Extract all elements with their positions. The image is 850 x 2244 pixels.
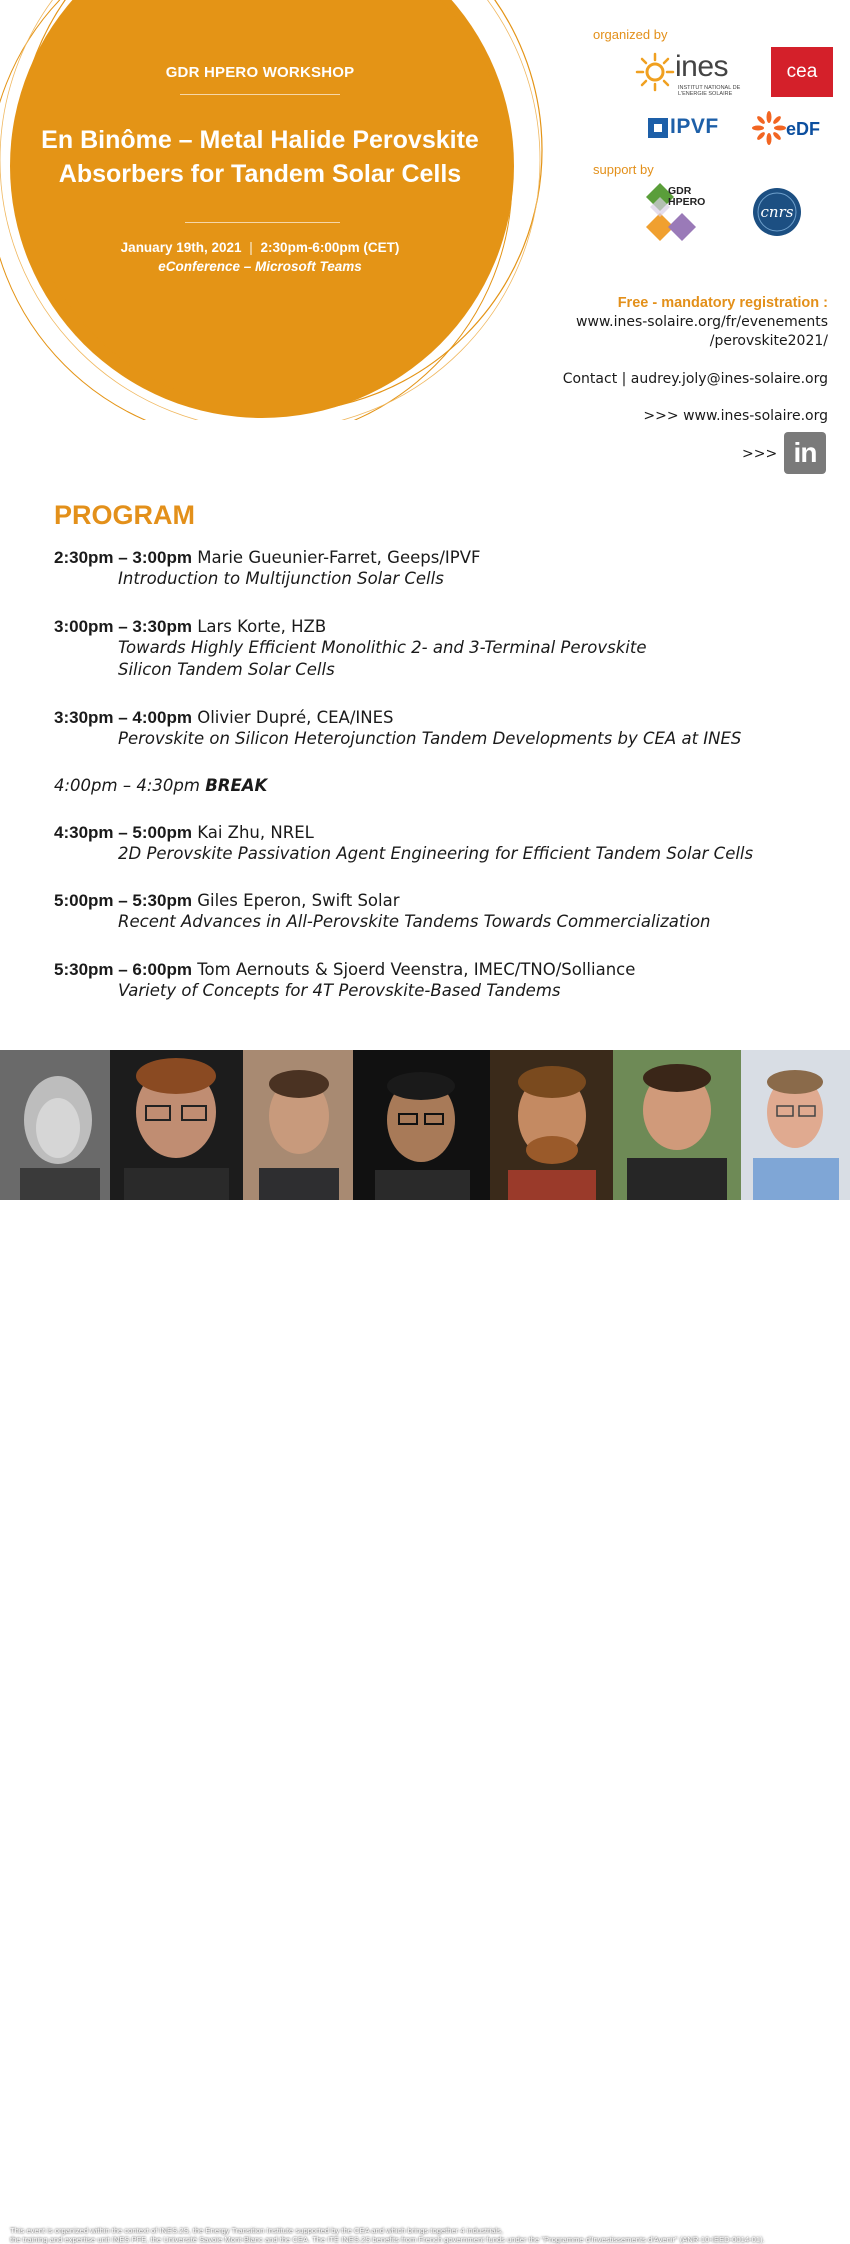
event-venue: eConference – Microsoft Teams — [158, 259, 362, 274]
divider — [185, 222, 340, 223]
program-session — [54, 708, 834, 750]
date-separator: | — [249, 240, 253, 255]
support-by-label: support by — [593, 162, 654, 177]
edf-flame-icon — [752, 111, 786, 145]
speaker-photo — [490, 1050, 613, 1200]
speaker-photo — [0, 1050, 110, 1200]
session-talk-title: Recent Advances in All-Perovskite Tandems Towards Commercialization — [118, 912, 711, 931]
ines-wordmark: ines — [675, 50, 729, 83]
session-time: 5:00pm – 5:30pm — [54, 891, 192, 910]
gdr-hpero-logo — [646, 183, 724, 243]
workshop-label: GDR HPERO WORKSHOP — [165, 64, 355, 81]
session-time: 3:00pm – 3:30pm — [54, 617, 192, 636]
ines-subtitle: INSTITUT NATIONAL DE L'ENERGIE SOLAIRE — [678, 85, 741, 97]
ipvf-square-icon — [648, 118, 668, 138]
hero-circle-graphic — [0, 0, 560, 420]
session-speaker: Giles Eperon, Swift Solar — [197, 891, 400, 910]
linkedin-icon[interactable]: in — [784, 432, 826, 474]
session-speaker: Lars Korte, HZB — [197, 617, 327, 636]
ines-logo — [635, 50, 763, 96]
session-talk-title: Variety of Concepts for 4T Perovskite-Based Tandems — [118, 981, 561, 1000]
gdr-wordmark — [668, 186, 705, 208]
session-time: 5:30pm – 6:00pm — [54, 960, 192, 979]
registration-label: Free - mandatory registration : — [617, 295, 828, 311]
session-talk-title: 2D Perovskite Passivation Agent Engineering for Efficient Tandem Solar Cells — [118, 844, 754, 863]
registration-link-line-1[interactable]: www.ines-solaire.org/fr/evenements — [576, 314, 828, 330]
cnrs-circle-icon — [752, 187, 802, 237]
event-date-time — [0, 240, 520, 255]
ipvf-logo — [648, 113, 740, 143]
session-speaker: Olivier Dupré, CEA/INES — [197, 708, 394, 727]
edf-wordmark: eDF — [786, 119, 821, 139]
session-speaker: Marie Gueunier-Farret, Geeps/IPVF — [197, 548, 481, 567]
session-time: 4:30pm – 5:00pm — [54, 823, 192, 842]
website-link[interactable]: >>> www.ines-solaire.org — [643, 408, 828, 424]
speaker-photo — [741, 1050, 850, 1200]
session-time: 3:30pm – 4:00pm — [54, 708, 192, 727]
session-time: 2:30pm – 3:00pm — [54, 548, 192, 567]
divider — [180, 94, 340, 95]
footer-note-line-2: the training and expertise unit INES PFE, the Université Savoie Mont-Blanc and the CEA. The ITE INES.2S benefits from French government funds under the "Programme d'Investissements d'Avenir" (ANR-10-IEED-0014-01). — [10, 2235, 765, 2244]
cnrs-logo — [752, 187, 802, 237]
program-heading: PROGRAM — [54, 500, 195, 530]
ipvf-wordmark: IPVF — [670, 115, 719, 138]
session-speaker: Kai Zhu, NREL — [197, 823, 314, 842]
break-label: BREAK — [205, 776, 268, 795]
edf-logo — [752, 111, 838, 145]
gdr-word-line-1: GDR — [668, 185, 692, 197]
event-time: 2:30pm-6:00pm (CET) — [260, 240, 400, 255]
speaker-photo — [353, 1050, 490, 1200]
organized-by-label: organized by — [593, 27, 668, 42]
contact-email[interactable]: Contact | audrey.joly@ines-solaire.org — [562, 371, 828, 387]
program-session — [54, 823, 834, 865]
program-session — [54, 548, 834, 590]
cea-wordmark: cea — [786, 61, 818, 82]
session-talk-title: Towards Highly Efficient Monolithic 2- and 3-Terminal Perovskite — [118, 638, 647, 657]
speaker-photos-strip — [0, 1050, 850, 2244]
registration-link-line-2[interactable]: /perovskite2021/ — [709, 333, 828, 349]
program-session — [54, 960, 834, 1002]
session-talk-title-cont: Silicon Tandem Solar Cells — [118, 660, 335, 679]
session-talk-title: Perovskite on Silicon Heterojunction Tandem Developments by CEA at INES — [118, 729, 742, 748]
cea-logo — [771, 47, 833, 97]
event-date: January 19th, 2021 — [120, 240, 242, 255]
session-speaker: Tom Aernouts & Sjoerd Veenstra, IMEC/TNO/Solliance — [197, 960, 636, 979]
hero-banner — [0, 0, 560, 420]
gdr-word-line-2: HPERO — [668, 196, 706, 208]
speaker-photo — [243, 1050, 353, 1200]
event-title-line-2: Absorbers for Tandem Solar Cells — [58, 160, 462, 188]
program-break — [54, 776, 834, 796]
linkedin-arrows: >>> — [742, 446, 778, 462]
break-time: 4:00pm – 4:30pm — [54, 776, 200, 795]
program-session — [54, 617, 834, 681]
event-title-line-1: En Binôme – Metal Halide Perovskite — [41, 126, 479, 154]
cnrs-wordmark: cnrs — [760, 203, 794, 221]
footer-note-line-1: This event is organized within the context of INES.2S, the Energy Transition Institute supported by the CEA and which brings together 4 industrials, — [10, 2226, 504, 2235]
session-talk-title: Introduction to Multijunction Solar Cells — [118, 569, 444, 588]
footer-note — [10, 2226, 845, 2244]
speaker-photo — [110, 1050, 243, 1200]
program-session — [54, 891, 834, 933]
sun-icon — [635, 52, 675, 92]
speaker-photo — [613, 1050, 741, 1200]
